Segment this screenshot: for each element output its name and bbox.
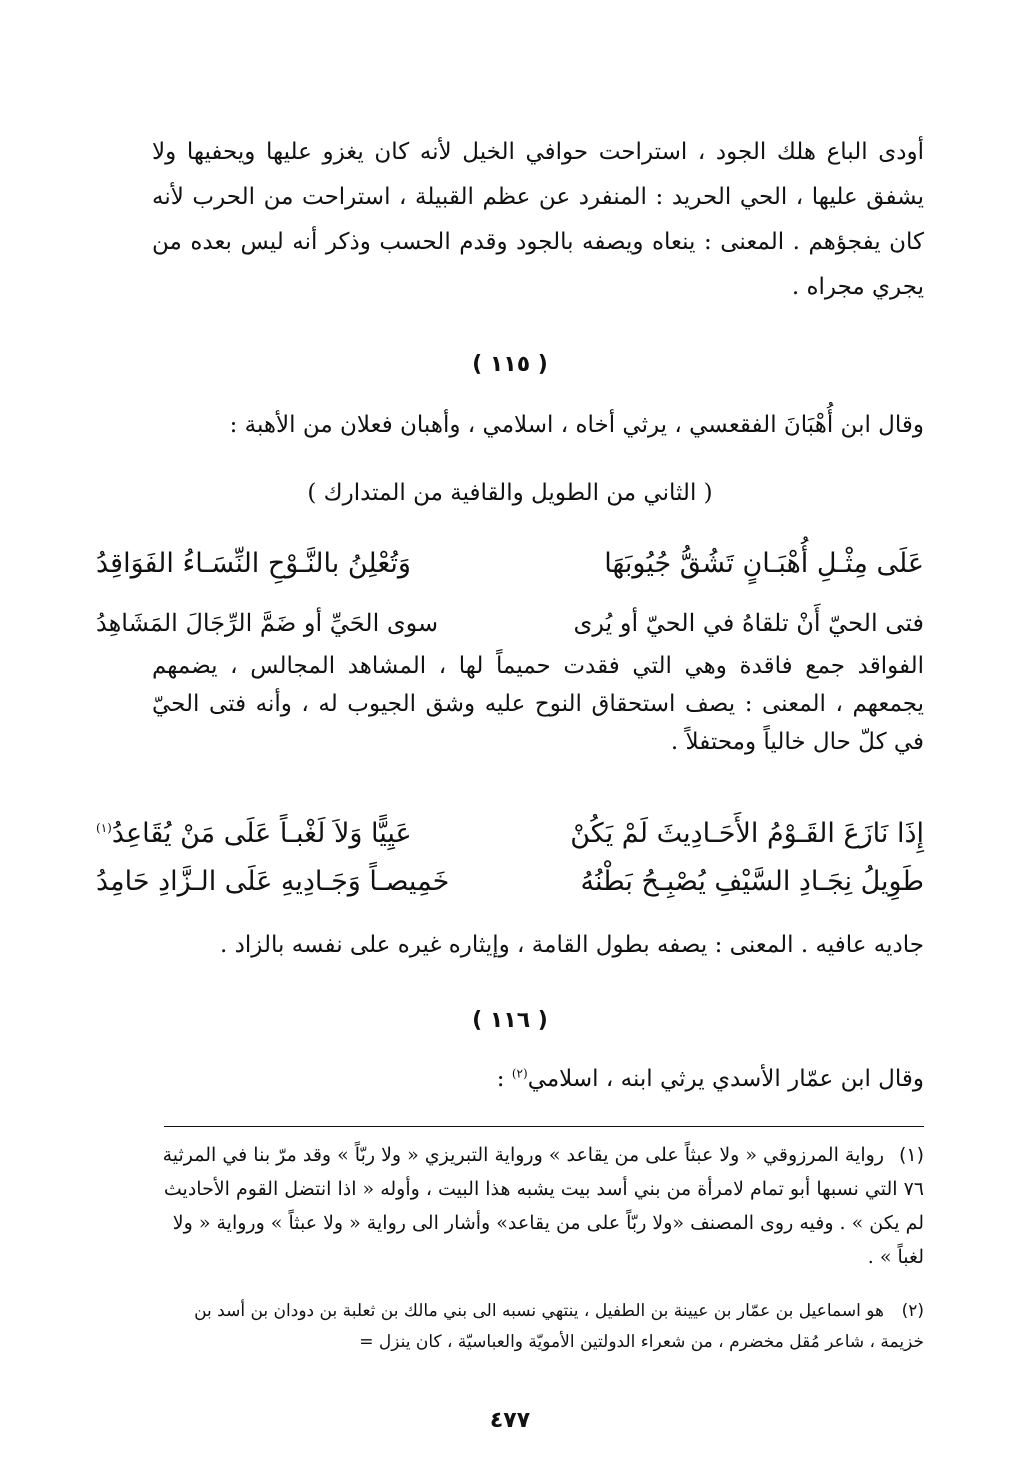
verse-2 bbox=[96, 598, 924, 648]
poem-116-intro bbox=[152, 1066, 924, 1092]
footnote-2-marker: (٢) bbox=[901, 1301, 924, 1321]
poem-115-commentary: الفواقد جمع فاقدة وهي التي فقدت حميماً لها ، المشاهد المجالس ، يضمهم يجمعهم ، المعنى : يصف استحقاق النوح عليه وشق الجيوب له ، وأنه فتى الحيّ في كلّ حال خالياً ومحتفلاً . bbox=[152, 653, 924, 755]
footnote-1 bbox=[150, 1138, 924, 1274]
verse-1-first-hemistich: عَلَى مِثْـلِ أُهْبَـانٍ تَشُقُّ جُيُوبَهَا bbox=[604, 547, 924, 579]
verse-3-second-hemistich: عَيِيًّا وَلاَ لَغْبـاً عَلَى مَنْ يُقَاعِدُ bbox=[111, 817, 412, 849]
poem-115-gloss: جاديه عافيه . المعنى : يصفه بطول القامة ، وإيثاره غيره على نفسه بالزاد . bbox=[220, 932, 924, 958]
footnote-marker-2: (٢) bbox=[511, 1066, 528, 1081]
footnote-2 bbox=[150, 1296, 924, 1358]
verse-1-second-hemistich: وَتُعْلِنُ بالنَّـوْحِ النِّسَـاءُ الفَوَاقِدُ bbox=[96, 547, 411, 579]
footnote-divider bbox=[164, 1126, 924, 1127]
verse-4 bbox=[96, 856, 924, 906]
poem-116-intro-end: : bbox=[496, 1066, 512, 1092]
poem-number-115: ( ١١٥ ) bbox=[472, 352, 548, 377]
poem-115-intro: وقال ابن أُهْبَانَ الفقعسي ، يرثي أخاه ، اسلامي ، وأهبان فعلان من الأهبة : bbox=[229, 412, 924, 438]
verse-4-first-hemistich: طَوِيلُ نِجَـادِ السَّيْفِ يُصْبِـحُ بَطْنُهُ bbox=[580, 865, 924, 897]
verse-3 bbox=[96, 808, 924, 858]
verse-3-first-hemistich: إِذَا نَازَعَ القَـوْمُ الأَحَـادِيثَ لَمْ يَكُنْ bbox=[570, 817, 924, 849]
footnote-1-text: رواية المرزوقي « ولا عبثاً على من يقاعد » ورواية التبريزي « ولا ربّاً » وقد مرّ بنا في المرثية ٧٦ التي نسبها أبو تمام لامرأة من بني أسد بيت يشبه هذا البيت ، وأوله « اذا انتضل القوم الأحاديث لم يكن » . وفيه روى المصنف «ولا ربّاً على من يقاعد» وأشار الى رواية « ولا عبثاً » ورواية « ولا لغباً » . bbox=[162, 1144, 924, 1268]
poem-number-116: ( ١١٦ ) bbox=[472, 1008, 548, 1033]
poem-116-intro-text: وقال ابن عمّار الأسدي يرثي ابنه ، اسلامي bbox=[527, 1066, 924, 1092]
verse-1 bbox=[96, 538, 924, 588]
top-paragraph: أودى الباع هلك الجود ، استراحت حوافي الخيل لأنه كان يغزو عليها ويحفيها ولا يشفق عليها ، الحي الحريد : المنفرد عن عظم القبيلة ، استراحت من الحرب لأنه كان يفجؤهم . المعنى : ينعاه ويصفه بالجود وقدم الحسب وذكر أنه ليس بعده من يجري مجراه . bbox=[152, 139, 924, 300]
poem-115-meter: ( الثاني من الطويل والقافية من المتدارك ) bbox=[307, 480, 713, 506]
verse-2-first-hemistich: فتى الحيّ أَنْ تلقاهُ في الحيّ أو يُرى bbox=[573, 609, 924, 637]
footnote-marker-1: (١) bbox=[96, 820, 112, 835]
footnote-1-marker: (١) bbox=[898, 1144, 924, 1166]
footnote-2-text: هو اسماعيل بن عمّار بن عيينة بن الطفيل ، ينتهي نسبه الى بني مالك بن ثعلبة بن دودان بن أسد بن خزيمة ، شاعر مُقل مخضرم ، من شعراء الدولتين الأمويّة والعباسيّة ، كان ينزل = bbox=[194, 1301, 924, 1352]
verse-3-second-hemistich-wrap bbox=[96, 818, 412, 849]
verse-4-second-hemistich: خَمِيصـاً وَجَـادِيهِ عَلَى الـزَّادِ حَامِدُ bbox=[96, 865, 450, 897]
page-number: ٤٧٧ bbox=[489, 1408, 531, 1433]
verse-2-second-hemistich: سوى الحَيِّ أو ضَمَّ الرِّجَالَ المَشَاهِدُ bbox=[96, 609, 439, 637]
